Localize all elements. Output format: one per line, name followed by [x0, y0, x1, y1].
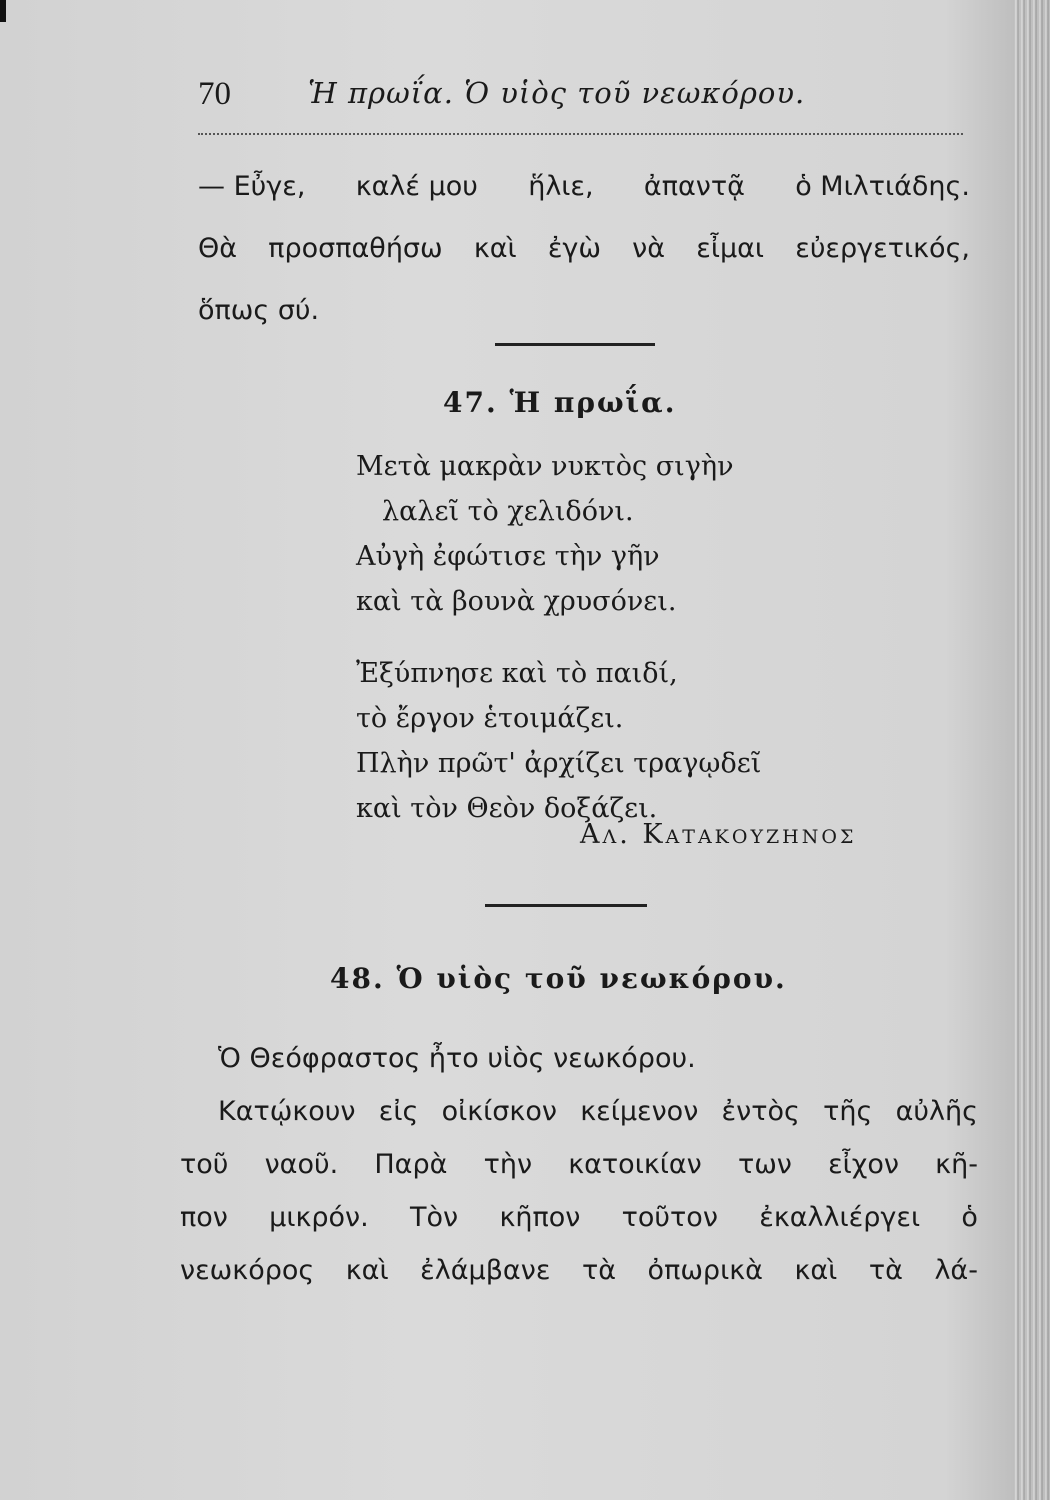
word: Τὸν — [410, 1202, 459, 1233]
poem-line: λαλεῖ τὸ χελιδόνι. — [382, 496, 634, 527]
word: νεωκόρος — [180, 1255, 315, 1286]
word: εἶχον — [828, 1149, 899, 1180]
poem-line: καὶ τὸν Θεὸν δοξάζει. — [356, 793, 658, 824]
text-line — [198, 218, 970, 280]
text-line — [180, 1244, 978, 1297]
header-rule — [198, 133, 963, 135]
word: ὁ — [961, 1202, 978, 1233]
word: ὀπωρικὰ — [647, 1255, 763, 1286]
word: ἐκαλλιέργει — [759, 1202, 921, 1233]
prose-paragraph — [180, 1032, 978, 1297]
text-line — [180, 1085, 978, 1138]
word: καὶ — [794, 1255, 838, 1286]
word: κείμενον — [580, 1096, 699, 1127]
word: Παρὰ — [374, 1149, 448, 1180]
running-head: Ἡ πρωΐα. Ὁ υἱὸς τοῦ νεωκόρου. — [308, 76, 806, 110]
section-title-47: 47. Ἡ πρωΐα. — [443, 386, 677, 419]
text-line — [198, 156, 970, 218]
text-line — [180, 1032, 978, 1085]
word: ἥλιε, — [528, 171, 594, 202]
word: καὶ — [473, 233, 517, 264]
poem-line: Ἐξύπνησε καὶ τὸ παιδί, — [356, 658, 678, 689]
word: Θὰ — [198, 233, 238, 264]
word: τῆς — [823, 1096, 873, 1127]
word: κατοικίαν — [568, 1149, 702, 1180]
poem-line: Πλὴν πρῶτ' ἀρχίζει τραγῳδεῖ — [356, 748, 762, 779]
word: των — [737, 1149, 792, 1180]
word: νὰ — [632, 233, 666, 264]
word: ὁ Μιλτιάδης. — [795, 171, 970, 202]
word: Κατῴκουν — [218, 1096, 356, 1127]
stanza-gap — [356, 624, 876, 651]
word: ἀπαντᾷ — [643, 171, 745, 202]
poem-line: Μετὰ μακρὰν νυκτὸς σιγὴν — [356, 451, 734, 482]
word: λά- — [934, 1255, 978, 1286]
word: εὐεργετικός, — [795, 233, 970, 264]
word: — Εὖγε, — [198, 171, 306, 202]
section-divider — [485, 904, 647, 907]
word: τοῦτον — [621, 1202, 718, 1233]
sentence: Ὁ Θεόφραστος ἦτο υἱὸς νεωκόρου. — [218, 1043, 696, 1074]
poem-line: τὸ ἔργον ἑτοιμάζει. — [356, 703, 624, 734]
word: κῆπον — [499, 1202, 581, 1233]
poem-author: Αλ. Κατακουζηνος — [580, 819, 857, 850]
word: προσπαθήσω — [268, 233, 443, 264]
word: τοῦ — [180, 1149, 229, 1180]
word: αὐλῆς — [895, 1096, 978, 1127]
word: ἐγὼ — [547, 233, 602, 264]
word: τὴν — [483, 1149, 533, 1180]
poem — [356, 444, 876, 831]
section-title-48: 48. Ὁ υἱὸς τοῦ νεωκόρου. — [330, 962, 787, 995]
word: ἐλάμβανε — [420, 1255, 551, 1286]
poem-line: Αὐγὴ ἐφώτισε τὴν γῆν — [356, 541, 660, 572]
word: πον — [180, 1202, 228, 1233]
word: κῆ- — [935, 1149, 978, 1180]
word: ὅπως σύ. — [198, 295, 320, 326]
scan-edge-mark — [0, 0, 6, 22]
text-line — [180, 1138, 978, 1191]
word: τὰ — [868, 1255, 903, 1286]
word: καλέ μου — [355, 171, 478, 202]
page-edge-shadow — [1014, 0, 1050, 1500]
word: ἐντὸς — [721, 1096, 800, 1127]
poem-line: καὶ τὰ βουνὰ χρυσόνει. — [356, 586, 677, 617]
word: οἰκίσκον — [441, 1096, 557, 1127]
word: εἶμαι — [696, 233, 765, 264]
text-line — [198, 280, 970, 342]
word: εἰς — [378, 1096, 419, 1127]
section-divider — [495, 343, 655, 346]
word: τὰ — [581, 1255, 617, 1286]
text-line — [180, 1191, 978, 1244]
word: καὶ — [345, 1255, 389, 1286]
page-header — [198, 76, 968, 120]
word: μικρόν. — [269, 1202, 369, 1233]
word: ναοῦ. — [264, 1149, 339, 1180]
page-number: 70 — [198, 76, 231, 112]
opening-paragraph — [198, 156, 970, 342]
